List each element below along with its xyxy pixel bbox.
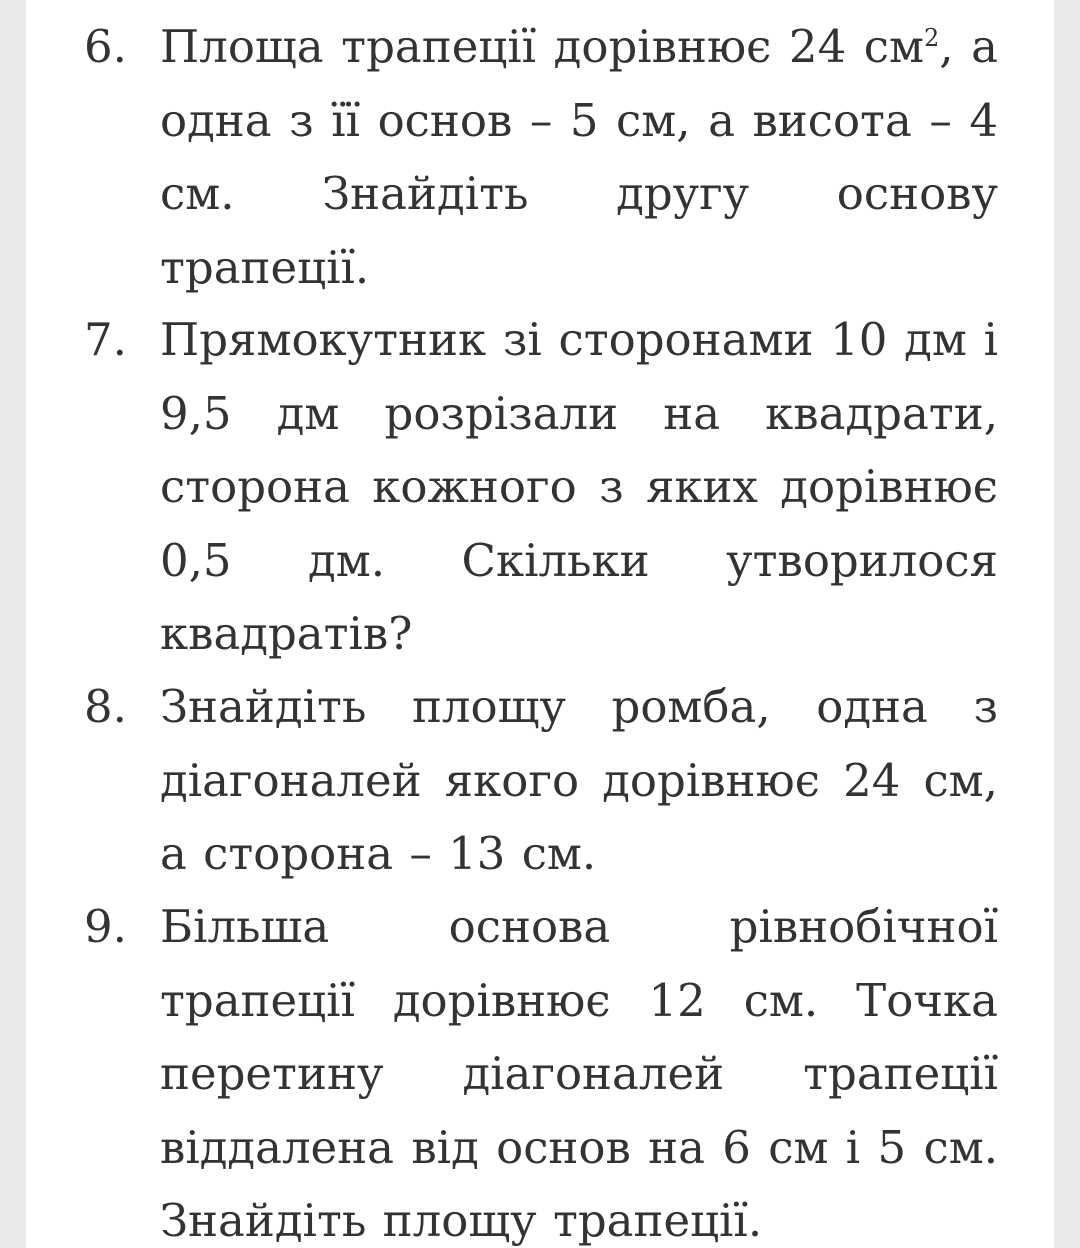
superscript: 2 bbox=[924, 24, 940, 52]
task-text-part: Площа трапеції дорівнює 24 см bbox=[160, 20, 924, 73]
task-number: 8. bbox=[84, 680, 127, 733]
task-number: 6. bbox=[84, 20, 127, 73]
task-9 bbox=[26, 890, 1054, 1248]
task-text-part: , а одна з її основ – 5 см, а висота – 4 см. Знайдіть другу основу трапеції. bbox=[160, 20, 999, 294]
task-number: 9. bbox=[84, 900, 127, 953]
task-text: Прямокутник зі сторонами 10 дм і 9,5 дм розрізали на квадрати, сторона кожного з яких дорівнює 0,5 дм. Скільки утворилося квадратів? bbox=[160, 313, 998, 660]
task-text: Більша основа рівнобічної трапеції дорівнює 12 см. Точка перетину діагоналей трапеції віддалена від основ на 6 см і 5 см. Знайдіть площу трапеції. bbox=[160, 900, 998, 1247]
task-text bbox=[160, 10, 998, 304]
task-7 bbox=[26, 303, 1054, 671]
task-6 bbox=[26, 10, 1054, 304]
task-text: Знайдіть площу ромба, одна з діагоналей якого дорівнює 24 см, а сторона – 13 см. bbox=[160, 680, 998, 880]
document-page bbox=[26, 0, 1054, 1248]
task-8 bbox=[26, 670, 1054, 891]
task-number: 7. bbox=[84, 313, 127, 366]
